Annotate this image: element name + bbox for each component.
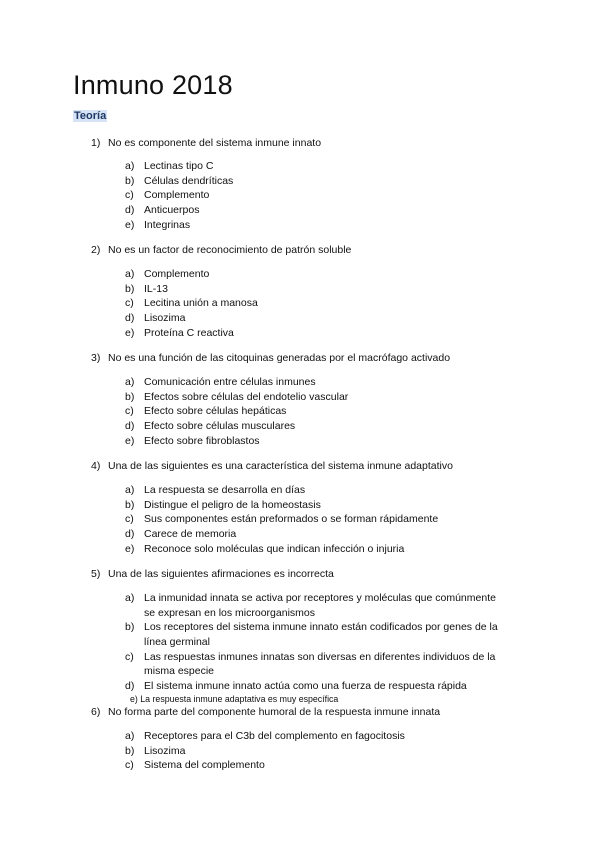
option-text: Lisozima [144,312,186,325]
option-letter: c) [125,650,134,663]
option-text: Carece de memoria [144,528,237,541]
option-letter: b) [125,282,135,295]
options-list-3 [0,375,600,448]
option-letter: c) [125,513,134,526]
question-number: 5) [91,568,101,580]
option-letter: a) [125,730,135,742]
section-heading: Teoría [74,110,107,122]
option-text: Anticuerpos [144,204,200,217]
option-item [0,188,600,203]
option-item [0,679,600,694]
option-item [0,404,600,419]
option-text: Integrinas [144,218,191,231]
option-text: Complemento [144,268,210,280]
option-letter: b) [125,621,135,634]
question-text: No es un factor de reconocimiento de patrón soluble [108,244,352,256]
option-text: Efecto sobre células musculares [144,420,296,433]
question-text: No es componente del sistema inmune innato [108,137,322,149]
options-list-1 [0,159,600,232]
question-text: Una de las siguientes afirmaciones es incorrecta [108,568,334,580]
question-number: 2) [91,244,101,256]
option-text: Receptores para el C3b del complemento en fagocitosis [144,730,405,742]
option-item [0,620,600,649]
option-text: Células dendríticas [144,174,234,187]
option-text: Complemento [144,189,210,202]
question-number: 4) [91,460,101,472]
option-letter: a) [125,268,135,280]
option-item [0,591,600,620]
option-text: Reconoce solo moléculas que indican infección o injuria [144,542,405,555]
option-text: Efecto sobre células hepáticas [144,405,287,418]
options-list-2 [0,267,600,340]
options-list-4 [0,483,600,556]
option-item [0,729,600,744]
option-letter: c) [125,405,134,418]
option-text: Sus componentes están preformados o se forman rápidamente [144,513,439,526]
option-letter: e) [125,326,135,339]
option-item [0,498,600,513]
option-text: Efecto sobre fibroblastos [144,434,260,447]
options-list-5 [0,591,600,694]
option-text: Sistema del complemento [144,759,265,772]
option-item [0,159,600,174]
option-text: Proteína C reactiva [144,326,234,339]
option-letter: d) [125,680,135,693]
option-item [0,434,600,449]
option-item [0,203,600,218]
option-item [0,542,600,557]
option-item [0,419,600,434]
option-text: Lecitina unión a manosa [144,297,258,310]
option-item [0,758,600,773]
option-letter: b) [125,744,135,757]
option-item [0,375,600,390]
question-text: No es una función de las citoquinas generadas por el macrófago activado [108,352,451,364]
option-item [0,483,600,498]
option-item [0,296,600,311]
option-item [0,267,600,282]
question-number: 6) [91,706,101,718]
option-note: e) La respuesta inmune adaptativa es muy específica [130,694,339,704]
question-number: 3) [91,352,101,364]
option-letter: a) [125,484,135,496]
option-text: Los receptores del sistema inmune innato están codificados por genes de la línea germinal [144,621,498,649]
option-text: IL-13 [144,282,168,295]
option-item [0,311,600,326]
option-text: Distingue el peligro de la homeostasis [144,498,321,511]
option-letter: d) [125,420,135,433]
question-text: Una de las siguientes es una característica del sistema inmune adaptativo [108,460,453,472]
option-item [0,650,600,679]
option-letter: e) [125,542,135,555]
option-text: Lectinas tipo C [144,160,214,172]
option-letter: b) [125,174,135,187]
option-item [0,282,600,297]
option-text: Lisozima [144,744,186,757]
option-item [0,744,600,759]
option-letter: a) [125,376,135,388]
option-item [0,390,600,405]
option-item [0,218,600,233]
option-letter: a) [125,160,135,172]
option-letter: d) [125,312,135,325]
option-letter: c) [125,189,134,202]
option-text: La respuesta se desarrolla en días [144,484,306,496]
option-text: El sistema inmune innato actúa como una fuerza de respuesta rápida [144,680,467,693]
option-letter: d) [125,528,135,541]
option-letter: b) [125,390,135,403]
question-number: 1) [91,137,101,149]
option-letter: c) [125,759,134,772]
option-letter: b) [125,498,135,511]
option-text: Comunicación entre células inmunes [144,376,316,388]
option-item [0,512,600,527]
option-letter: a) [125,592,135,604]
options-list-6 [0,729,600,773]
option-text: Efectos sobre células del endotelio vascular [144,390,349,403]
document-title: Inmuno 2018 [73,70,233,100]
option-letter: d) [125,204,135,217]
option-item [0,174,600,189]
option-text: Las respuestas inmunes innatas son diversas en diferentes individuos de la misma especie [144,650,496,678]
option-letter: c) [125,297,134,310]
option-letter: e) [125,434,135,447]
question-text: No forma parte del componente humoral de la respuesta inmune innata [108,706,441,718]
option-text: La inmunidad innata se activa por receptores y moléculas que comúnmente se expresan en los microorganismos [144,592,496,619]
option-item [0,326,600,341]
option-item [0,527,600,542]
option-letter: e) [125,218,135,231]
